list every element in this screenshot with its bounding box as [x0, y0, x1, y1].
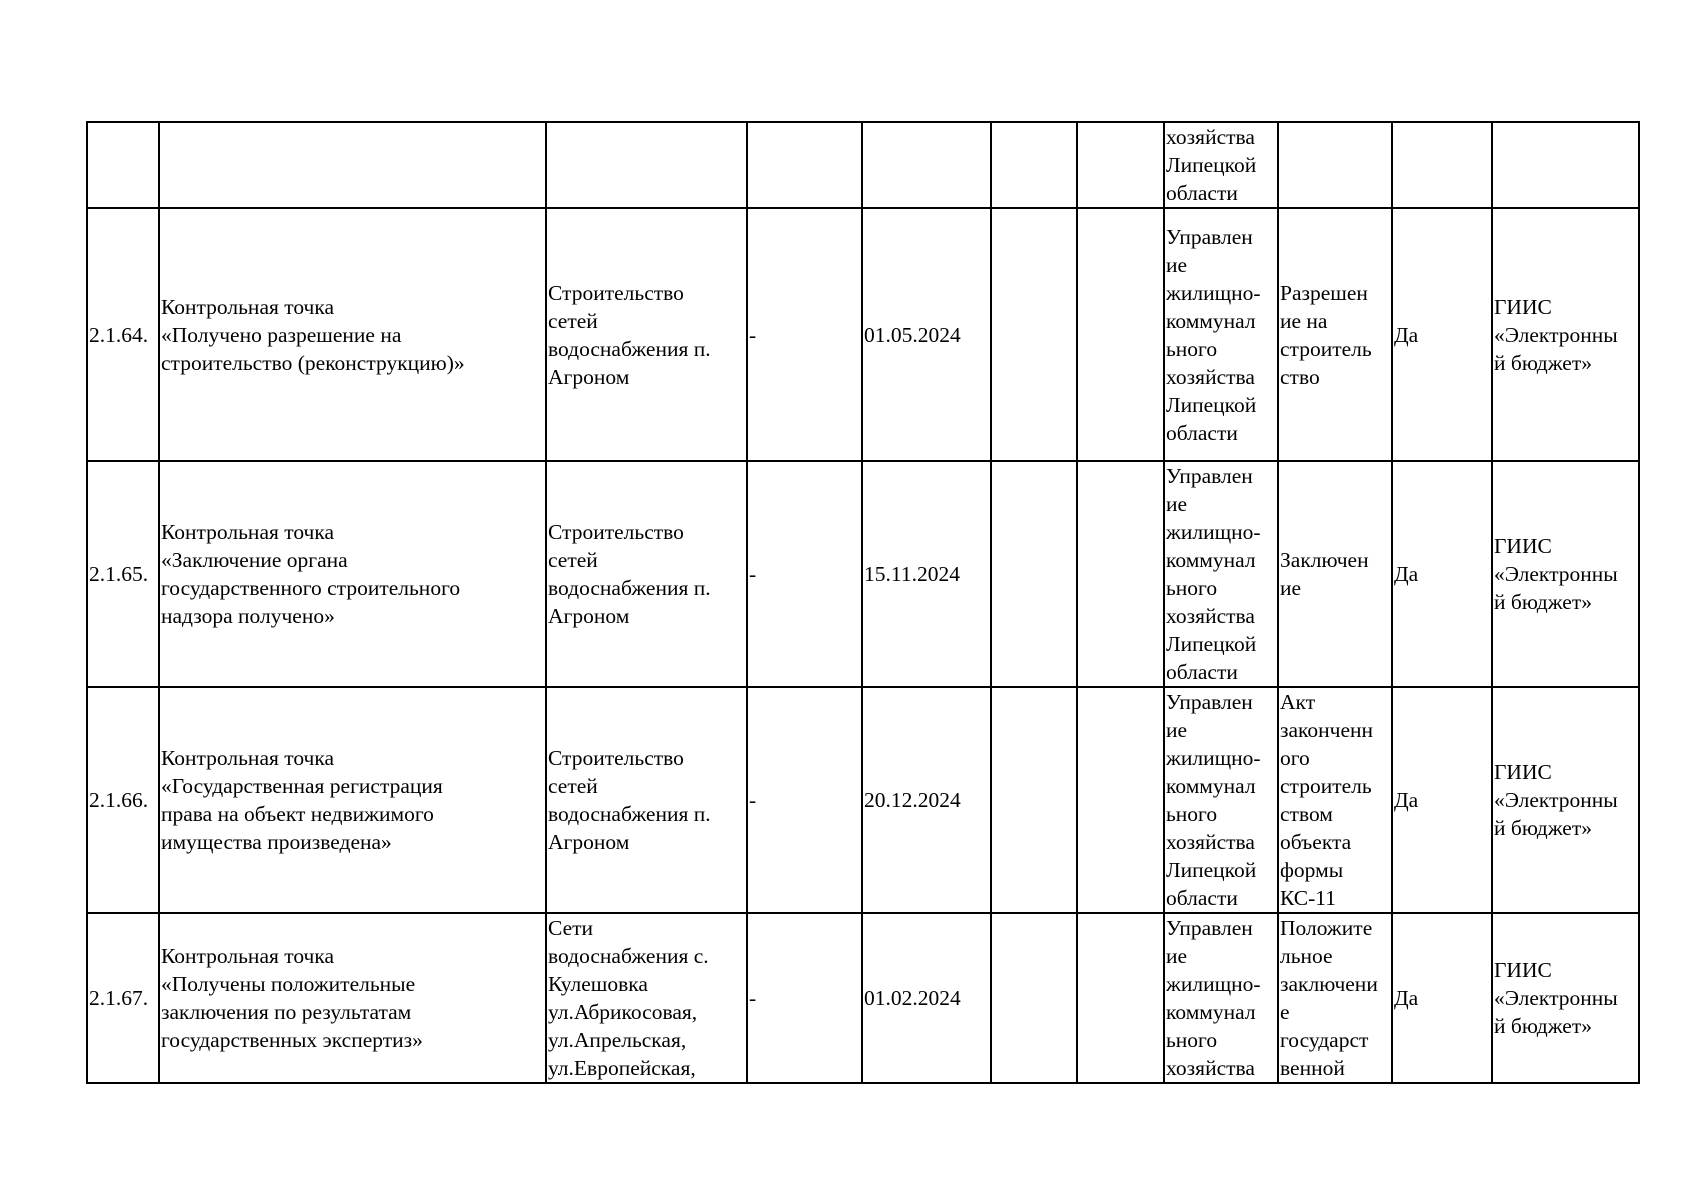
row-number-cell: 2.1.64. — [87, 208, 159, 461]
control-point-name-line: государственных экспертиз» — [161, 1028, 423, 1052]
control-point-name-line: заключения по результатам — [161, 1000, 412, 1024]
dash-cell: - — [747, 913, 862, 1083]
responsible-line: ьного — [1166, 576, 1218, 600]
responsible-line: Липецкой — [1166, 153, 1257, 177]
row-number-cell: 2.1.66. — [87, 687, 159, 913]
flag-cell: Да — [1392, 913, 1492, 1083]
control-point-name-cell — [159, 461, 546, 687]
table-body — [87, 122, 1639, 1083]
object-cell — [546, 687, 747, 913]
system-cell — [1492, 208, 1639, 461]
responsible-cell — [1164, 461, 1278, 687]
date-cell: 15.11.2024 — [862, 461, 991, 687]
responsible-cell — [1164, 208, 1278, 461]
document-line: формы — [1280, 858, 1344, 882]
responsible-cell — [1164, 913, 1278, 1083]
document-cell — [1278, 208, 1392, 461]
document-line: ство — [1280, 364, 1320, 389]
flag-cell: Да — [1392, 687, 1492, 913]
document-cell — [1278, 461, 1392, 687]
object-line: Агроном — [548, 830, 630, 854]
object-cell — [546, 461, 747, 687]
control-point-name-line: «Получено разрешение на — [161, 322, 402, 347]
empty-cell — [991, 122, 1077, 208]
flag-cell: Да — [1392, 461, 1492, 687]
control-point-name-cell — [159, 687, 546, 913]
row-number-cell — [87, 122, 159, 208]
object-line: водоснабжения с. — [548, 944, 709, 968]
row-number-cell: 2.1.67. — [87, 913, 159, 1083]
system-line: ГИИС — [1494, 760, 1552, 784]
control-point-name-line: «Государственная регистрация — [161, 774, 443, 798]
responsible-line: жилищно- — [1166, 746, 1261, 770]
responsible-line: хозяйства — [1166, 364, 1255, 389]
control-point-name-line: Контрольная точка — [161, 294, 335, 319]
control-point-name-cell — [159, 122, 546, 208]
table-row — [87, 913, 1639, 1083]
document-line: Положите — [1280, 916, 1373, 940]
empty-cell — [1077, 122, 1164, 208]
control-point-name-line: «Заключение органа — [161, 548, 348, 572]
dash-cell: - — [747, 687, 862, 913]
system-line: «Электронны — [1494, 562, 1618, 586]
document-line: Разрешен — [1280, 280, 1368, 305]
document-line: строитель — [1280, 336, 1372, 361]
table-row — [87, 687, 1639, 913]
object-cell — [546, 913, 747, 1083]
responsible-line: области — [1166, 660, 1238, 684]
document-line: Заключен — [1280, 548, 1369, 572]
system-line: й бюджет» — [1494, 1014, 1592, 1038]
control-point-name-line: Контрольная точка — [161, 520, 335, 544]
control-point-name-line: Контрольная точка — [161, 746, 335, 770]
date-cell — [862, 122, 991, 208]
object-line: Сети — [548, 916, 594, 940]
responsible-line: ие — [1166, 718, 1188, 742]
document-line: ие на — [1280, 308, 1328, 333]
system-line: «Электронны — [1494, 322, 1618, 347]
date-cell: 20.12.2024 — [862, 687, 991, 913]
control-point-name-cell — [159, 913, 546, 1083]
system-line: й бюджет» — [1494, 350, 1592, 375]
system-line: ГИИС — [1494, 958, 1552, 982]
responsible-line: жилищно- — [1166, 520, 1261, 544]
responsible-line: области — [1166, 886, 1238, 910]
empty-cell — [1077, 687, 1164, 913]
responsible-line: коммунал — [1166, 548, 1256, 572]
document-cell — [1278, 687, 1392, 913]
document-line: государст — [1280, 1028, 1369, 1052]
responsible-line: коммунал — [1166, 774, 1256, 798]
document-cell — [1278, 122, 1392, 208]
control-point-name-line: строительство (реконструкцию)» — [161, 350, 465, 375]
responsible-line: области — [1166, 181, 1238, 205]
responsible-line: Управлен — [1166, 224, 1253, 249]
responsible-line: ие — [1166, 252, 1188, 277]
control-point-name-line: надзора получено» — [161, 604, 335, 628]
system-cell — [1492, 122, 1639, 208]
table-row — [87, 461, 1639, 687]
flag-cell — [1392, 122, 1492, 208]
document-line: объекта — [1280, 830, 1352, 854]
empty-cell — [1077, 208, 1164, 461]
document-cell — [1278, 913, 1392, 1083]
empty-cell — [991, 461, 1077, 687]
responsible-cell — [1164, 122, 1278, 208]
responsible-line: хозяйства — [1166, 604, 1255, 628]
empty-cell — [991, 208, 1077, 461]
responsible-line: Липецкой — [1166, 858, 1257, 882]
responsible-line: хозяйства — [1166, 830, 1255, 854]
document-line: КС-11 — [1280, 886, 1337, 910]
object-line: Агроном — [548, 364, 630, 389]
document-line: ого — [1280, 746, 1310, 770]
system-cell — [1492, 687, 1639, 913]
responsible-line: ьного — [1166, 802, 1218, 826]
responsible-line: жилищно- — [1166, 280, 1261, 305]
responsible-line: Липецкой — [1166, 392, 1257, 417]
system-line: «Электронны — [1494, 788, 1618, 812]
responsible-line: ьного — [1166, 336, 1218, 361]
system-cell — [1492, 913, 1639, 1083]
document-line: венной — [1280, 1056, 1345, 1080]
responsible-line: хозяйства — [1166, 125, 1255, 149]
control-point-name-line: Контрольная точка — [161, 944, 335, 968]
document-line: заключени — [1280, 972, 1378, 996]
object-cell — [546, 122, 747, 208]
table-row — [87, 122, 1639, 208]
row-number-cell: 2.1.65. — [87, 461, 159, 687]
object-line: сетей — [548, 774, 598, 798]
object-line: ул.Европейская, — [548, 1056, 696, 1080]
object-line: Агроном — [548, 604, 630, 628]
system-line: й бюджет» — [1494, 816, 1592, 840]
object-cell — [546, 208, 747, 461]
responsible-line: коммунал — [1166, 1000, 1256, 1024]
document-line: е — [1280, 1000, 1290, 1024]
document-line: льное — [1280, 944, 1333, 968]
control-point-name-line: государственного строительного — [161, 576, 461, 600]
control-point-name-line: имущества произведена» — [161, 830, 392, 854]
responsible-line: ие — [1166, 492, 1188, 516]
document-line: строитель — [1280, 774, 1372, 798]
object-line: ул.Абрикосовая, — [548, 1000, 698, 1024]
object-line: ул.Апрельская, — [548, 1028, 687, 1052]
responsible-line: Управлен — [1166, 690, 1253, 714]
empty-cell — [1077, 913, 1164, 1083]
control-point-name-line: права на объект недвижимого — [161, 802, 434, 826]
object-line: Строительство — [548, 280, 684, 305]
responsible-line: жилищно- — [1166, 972, 1261, 996]
system-line: ГИИС — [1494, 534, 1552, 558]
table-row — [87, 208, 1639, 461]
document-line: ие — [1280, 576, 1302, 600]
responsible-line: Управлен — [1166, 916, 1253, 940]
system-cell — [1492, 461, 1639, 687]
object-line: Строительство — [548, 520, 684, 544]
object-line: водоснабжения п. — [548, 336, 711, 361]
responsible-line: области — [1166, 420, 1238, 445]
dash-cell — [747, 122, 862, 208]
responsible-cell — [1164, 687, 1278, 913]
responsible-line: ие — [1166, 944, 1188, 968]
empty-cell — [1077, 461, 1164, 687]
object-line: Кулешовка — [548, 972, 648, 996]
control-point-name-line: «Получены положительные — [161, 972, 416, 996]
dash-cell: - — [747, 208, 862, 461]
empty-cell — [991, 913, 1077, 1083]
responsible-line: Управлен — [1166, 464, 1253, 488]
empty-cell — [991, 687, 1077, 913]
responsible-line: коммунал — [1166, 308, 1256, 333]
date-cell: 01.02.2024 — [862, 913, 991, 1083]
object-line: Строительство — [548, 746, 684, 770]
system-line: «Электронны — [1494, 986, 1618, 1010]
dash-cell: - — [747, 461, 862, 687]
document-line: ством — [1280, 802, 1333, 826]
responsible-line: ьного — [1166, 1028, 1218, 1052]
date-cell: 01.05.2024 — [862, 208, 991, 461]
document-line: законченн — [1280, 718, 1374, 742]
object-line: водоснабжения п. — [548, 802, 711, 826]
responsible-line: Липецкой — [1166, 632, 1257, 656]
object-line: сетей — [548, 308, 598, 333]
object-line: сетей — [548, 548, 598, 572]
flag-cell: Да — [1392, 208, 1492, 461]
control-points-table — [86, 121, 1640, 1084]
control-point-name-cell — [159, 208, 546, 461]
responsible-line: хозяйства — [1166, 1056, 1255, 1080]
system-line: й бюджет» — [1494, 590, 1592, 614]
object-line: водоснабжения п. — [548, 576, 711, 600]
system-line: ГИИС — [1494, 294, 1552, 319]
document-line: Акт — [1280, 690, 1316, 714]
